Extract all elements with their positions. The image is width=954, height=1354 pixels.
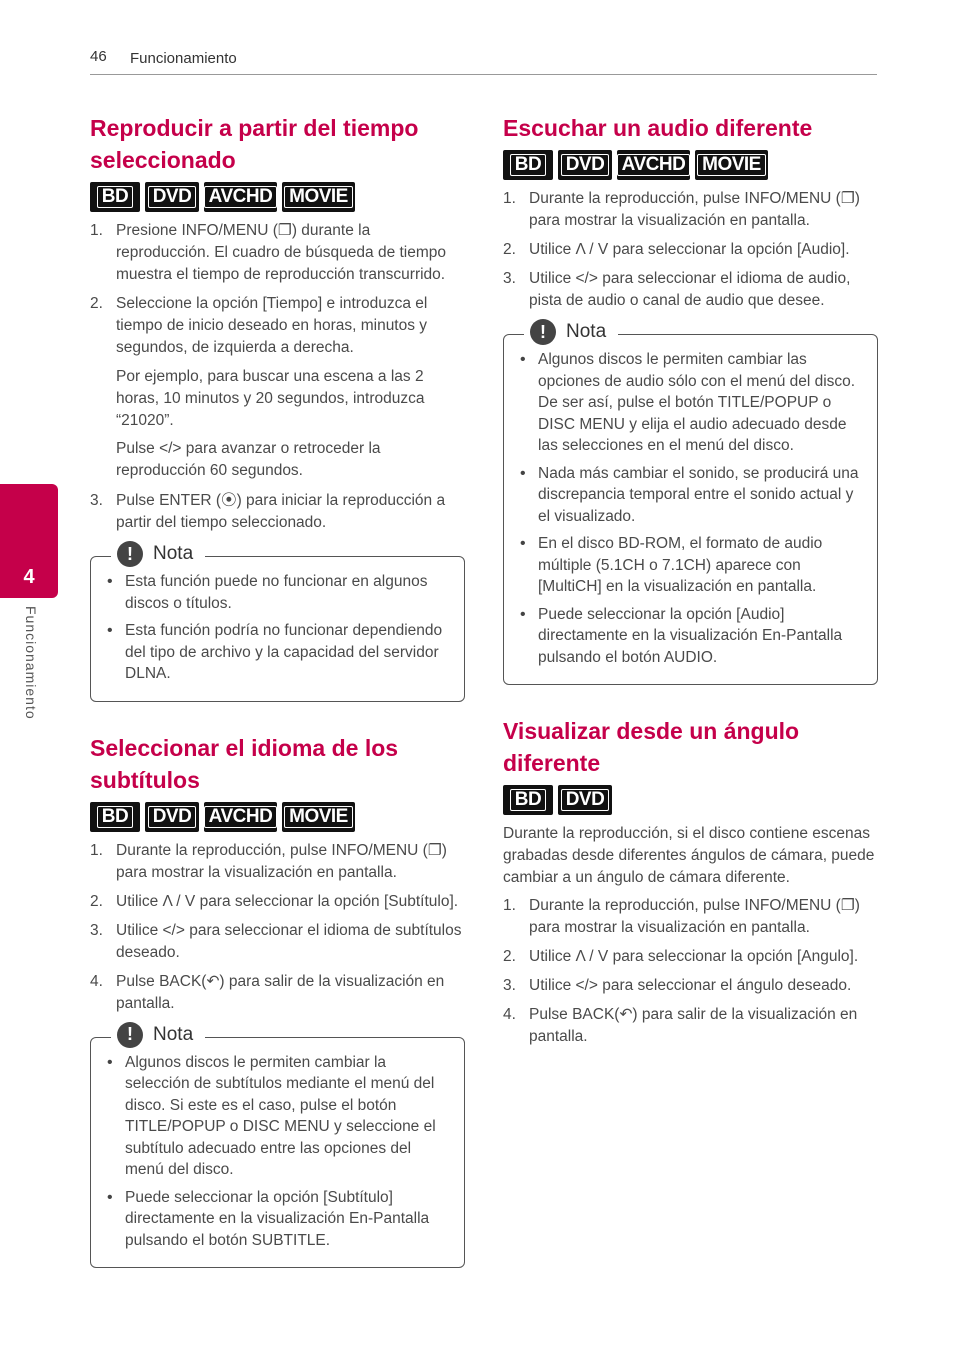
disc-badges bbox=[90, 182, 465, 212]
section-title: Visualizar desde un ángulo diferente bbox=[503, 718, 800, 776]
badge-bd: BD bbox=[503, 785, 553, 815]
badge-dvd: DVD bbox=[558, 785, 612, 815]
step: 2. Utilice Λ / V para seleccionar la opción [Angulo]. bbox=[503, 948, 859, 965]
note-item: • Puede seleccionar la opción [Audio] directamente en la visualización En-Pantalla pulsando el botón AUDIO. bbox=[518, 604, 863, 669]
exclamation-icon: ! bbox=[530, 319, 556, 345]
steps-list bbox=[503, 188, 878, 312]
exclamation-icon: ! bbox=[117, 541, 143, 567]
step: 1. Presione INFO/MENU (❐) durante la reproducción. El cuadro de búsqueda de tiempo muestra el tiempo de reproducción transcurrido. bbox=[90, 222, 447, 283]
badge-bd: BD bbox=[503, 150, 553, 180]
badge-bd: BD bbox=[90, 182, 140, 212]
note-item: • Esta función podría no funcionar dependiendo del tipo de archivo y la capacidad del servidor DLNA. bbox=[105, 620, 450, 685]
note-title: Nota bbox=[153, 543, 194, 564]
step: 1. Durante la reproducción, pulse INFO/MENU (❐) para mostrar la visualización en pantalla. bbox=[90, 841, 447, 881]
badge-dvd: DVD bbox=[145, 182, 199, 212]
step: 1. Durante la reproducción, pulse INFO/MENU (❐) para mostrar la visualización en pantalla. bbox=[503, 897, 860, 936]
header-divider bbox=[90, 74, 877, 75]
section-title: Reproducir a partir del tiempo seleccionado bbox=[90, 115, 419, 173]
step: 3. Pulse ENTER (⦿) para iniciar la reproducción a partir del tiempo seleccionado. bbox=[90, 492, 446, 531]
note-title: Nota bbox=[153, 1023, 194, 1045]
section-title: Seleccionar el idioma de los subtítulos bbox=[90, 734, 399, 793]
exclamation-icon: ! bbox=[117, 1022, 143, 1048]
step: 2. Utilice Λ / V para seleccionar la opción [Audio]. bbox=[503, 241, 850, 258]
steps-list bbox=[90, 220, 465, 359]
left-column bbox=[90, 112, 465, 1268]
badge-avchd: AVCHD bbox=[617, 150, 690, 180]
steps-list-cont bbox=[90, 490, 465, 534]
step: 1. Durante la reproducción, pulse INFO/MENU (❐) para mostrar la visualización en pantalla. bbox=[503, 190, 860, 229]
disc-badges bbox=[90, 802, 465, 832]
step: 4. Pulse BACK(↶) para salir de la visualización en pantalla. bbox=[503, 1006, 858, 1045]
running-header: Funcionamiento bbox=[130, 50, 237, 67]
steps-list bbox=[503, 895, 878, 1048]
step: 3. Utilice </> para seleccionar el ángulo deseado. bbox=[503, 977, 852, 994]
disc-badges bbox=[503, 785, 878, 815]
section-audio bbox=[503, 112, 878, 685]
step: 3. Utilice </> para seleccionar el idioma de subtítulos deseado. bbox=[90, 921, 462, 961]
badge-dvd: DVD bbox=[145, 802, 199, 832]
step: 2. Utilice Λ / V para seleccionar la opción [Subtítulo]. bbox=[90, 892, 459, 910]
badge-bd: BD bbox=[90, 802, 140, 832]
note-title: Nota bbox=[566, 321, 607, 342]
step: 3. Utilice </> para seleccionar el idioma de audio, pista de audio o canal de audio que desee. bbox=[503, 270, 851, 309]
skip-text: Pulse </> para avanzar o retroceder la reproducción 60 segundos. bbox=[116, 440, 381, 479]
section-time-search bbox=[90, 112, 465, 702]
note-box bbox=[90, 543, 465, 702]
chapter-label: Funcionamiento bbox=[23, 606, 39, 720]
badge-movie: MOVIE bbox=[695, 150, 768, 180]
right-column bbox=[503, 112, 878, 1055]
badge-avchd: AVCHD bbox=[204, 802, 277, 832]
note-box bbox=[90, 1023, 465, 1269]
page-number: 46 bbox=[90, 48, 107, 65]
badge-movie: MOVIE bbox=[282, 802, 355, 832]
note-item: • Esta función puede no funcionar en algunos discos o títulos. bbox=[105, 571, 450, 614]
section-angle bbox=[503, 715, 878, 1048]
note-item: • Puede seleccionar la opción [Subtítulo] directamente en la visualización En-Pantalla pulsando el botón SUBTITLE. bbox=[105, 1187, 450, 1252]
chapter-number: 4 bbox=[23, 566, 35, 588]
steps-list bbox=[90, 840, 465, 1015]
badge-avchd: AVCHD bbox=[204, 182, 277, 212]
note-item: • Algunos discos le permiten cambiar la selección de subtítulos mediante el menú del disco. Si este es el caso, pulse el botón TITLE/POPUP o DISC MENU y seleccione el subtítulo adecuado entre las opciones del menú del disco. bbox=[105, 1052, 450, 1181]
example-text: Por ejemplo, para buscar una escena a las 2 horas, 10 minutos y 20 segundos, introduzca “21020”. bbox=[116, 368, 425, 429]
section-title: Escuchar un audio diferente bbox=[503, 115, 813, 141]
disc-badges bbox=[503, 150, 878, 180]
badge-dvd: DVD bbox=[558, 150, 612, 180]
badge-movie: MOVIE bbox=[282, 182, 355, 212]
note-item: • Algunos discos le permiten cambiar las opciones de audio sólo con el menú del disco. De ser así, pulse el botón TITLE/POPUP o DISC MENU y elija el audio adecuado desde las selecciones en el menú del disco. bbox=[518, 349, 863, 457]
intro-text: Durante la reproducción, si el disco contiene escenas grabadas desde diferentes ángulos de cámara, puede cambiar a un ángulo de cámara diferente. bbox=[503, 825, 875, 886]
note-item: • Nada más cambiar el sonido, se producirá una discrepancia temporal entre el sonido actual y el visualizado. bbox=[518, 463, 863, 528]
step: 2. Seleccione la opción [Tiempo] e introduzca el tiempo de inicio deseado en horas, minutos y segundos, de izquierda a derecha. bbox=[90, 295, 428, 356]
note-box bbox=[503, 321, 878, 685]
section-subtitles bbox=[90, 732, 465, 1269]
step: 4. Pulse BACK(↶) para salir de la visualización en pantalla. bbox=[90, 972, 445, 1012]
note-item: • En el disco BD-ROM, el formato de audio múltiple (5.1CH o 7.1CH) aparece con [MultiCH] en la visualización en pantalla. bbox=[518, 533, 863, 598]
